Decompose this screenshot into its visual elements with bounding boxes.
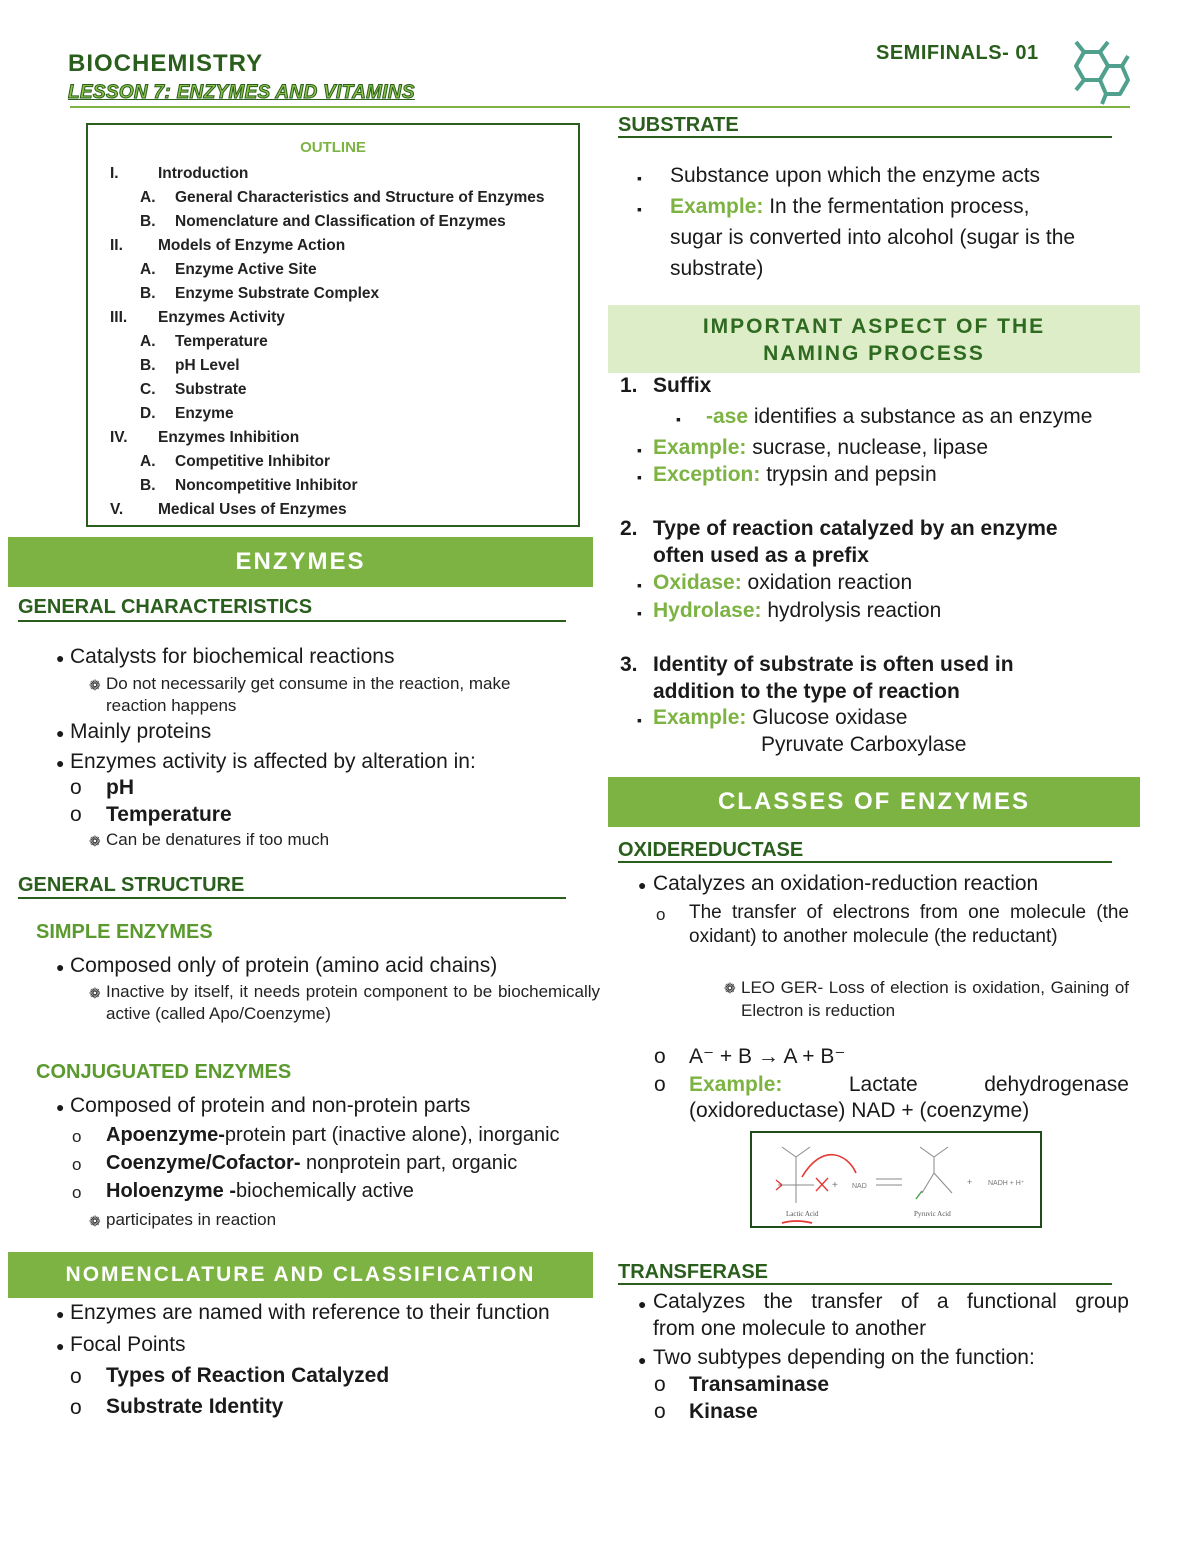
outline-item-number: IV. (110, 429, 128, 446)
substrate-bullet-2-cont: substrate) (670, 257, 764, 280)
char-option-temperature-sub: Can be denatures if too much (106, 830, 330, 849)
naming-point-1-title: Suffix (653, 374, 712, 397)
outline-item-text: Competitive Inhibitor (175, 453, 330, 470)
coenzyme-text: nonprotein part, organic (300, 1152, 518, 1174)
document-title: BIOCHEMISTRY (68, 50, 264, 77)
outline-item-number: C. (140, 381, 156, 398)
char-bullet-1: Catalysts for biochemical reactions (70, 645, 395, 668)
heading-underline (618, 861, 1112, 863)
electron-arrow-icon (802, 1155, 856, 1177)
reaction-diagram (752, 1133, 1040, 1226)
square-bullet-icon: ▪ (637, 577, 642, 593)
outline-item-number: B. (140, 357, 156, 374)
transferase-bullet-1: Catalyzes the transfer of a functional group (653, 1290, 1129, 1313)
char-bullet-2: Mainly proteins (70, 720, 212, 743)
asterisk-bullet-icon: ❁ (89, 1213, 101, 1229)
outline-item-number: B. (140, 477, 156, 494)
nadh-label: NADH + H⁺ (988, 1180, 1025, 1187)
outline-item-text: Enzyme (175, 405, 234, 422)
outline-item-number: A. (140, 333, 156, 350)
substrate-bullet-2 (670, 195, 1030, 219)
circle-bullet-icon: o (654, 1373, 666, 1396)
substrate-bullet-1: Substance upon which the enzyme acts (670, 164, 1041, 187)
square-bullet-icon: ▪ (637, 605, 642, 621)
char-bullet-3: Enzymes activity is affected by alteration in: (70, 750, 476, 773)
square-bullet-icon: ▪ (637, 170, 642, 186)
apoenzyme-text: protein part (inactive alone), inorganic (224, 1124, 560, 1146)
bullet-icon: ● (56, 1099, 65, 1115)
oxido-option-2: A⁻ + B → A + B⁻ (689, 1045, 846, 1068)
substrate-bullet-2-cont: sugar is converted into alcohol (sugar is the (670, 226, 1076, 249)
example-label: Example: (653, 706, 747, 729)
naming-point-2-title: Type of reaction catalyzed by an enzyme (653, 517, 1058, 540)
enzymes-banner: ENZYMES (8, 537, 593, 587)
suffix-example-line (653, 436, 988, 460)
substrate-identity-example-2: Pyruvate Carboxylase (761, 733, 967, 756)
circle-bullet-icon: o (72, 1155, 82, 1174)
lactate-reaction-figure (750, 1131, 1042, 1228)
asterisk-bullet-icon: ❁ (89, 833, 101, 849)
circle-bullet-icon: o (654, 1400, 666, 1423)
conj-bullet-1: Composed of protein and non-protein parts (70, 1094, 471, 1117)
naming-point-number: 1. (620, 374, 638, 397)
outline-item-number: II. (110, 237, 123, 254)
circle-bullet-icon: o (654, 1073, 666, 1096)
heading-underline (618, 1283, 1112, 1285)
char-bullet-1-sub-cont: reaction happens (106, 696, 237, 715)
naming-point-number: 3. (620, 653, 638, 676)
general-characteristics-heading: GENERAL CHARACTERISTICS (18, 596, 313, 618)
outline-item-text: Models of Enzyme Action (158, 237, 346, 254)
outline-item-number: A. (140, 261, 156, 278)
naming-point-2-title-cont: often used as a prefix (653, 544, 869, 567)
transferase-bullet-1-cont: from one molecule to another (653, 1317, 927, 1340)
naming-banner-line-1: IMPORTANT ASPECT OF THE (702, 315, 1046, 338)
bullet-icon: ● (56, 959, 65, 975)
header-divider (70, 106, 1130, 108)
hydrolase-text: hydrolysis reaction (761, 599, 942, 622)
outline-item-number: A. (140, 453, 156, 470)
holoenzyme-sub: participates in reaction (106, 1210, 277, 1229)
outline-box (86, 123, 580, 527)
bullet-icon: ● (56, 755, 65, 771)
holoenzyme-label: Holoenzyme - (106, 1180, 237, 1202)
suffix-ase-line (706, 405, 1092, 429)
naming-point-number: 2. (620, 517, 638, 540)
circle-bullet-icon: o (70, 776, 82, 799)
bullet-icon: ● (56, 650, 65, 666)
circle-bullet-icon: o (72, 1183, 82, 1202)
suffix-ase-text: identifies a substance as an enzyme (748, 405, 1093, 428)
circle-bullet-icon: o (72, 1127, 82, 1146)
substrate-example-text: In the fermentation process, (763, 195, 1030, 218)
example-label: Example: (653, 436, 747, 459)
outline-item-number: III. (110, 309, 128, 326)
holoenzyme-text: biochemically active (236, 1180, 414, 1202)
oxidoreductase-heading: OXIDEREDUCTASE (618, 839, 804, 861)
bullet-icon: ● (638, 1352, 647, 1368)
simple-bullet-1-sub: Inactive by itself, it needs protein component to be biochemically active (called Apo/Coenzyme) (106, 982, 600, 1023)
kinase-label: Kinase (689, 1400, 758, 1423)
oxidase-label: Oxidase: (653, 571, 742, 594)
lesson-title: LESSON 7: ENZYMES AND VITAMINS (68, 82, 415, 103)
char-bullet-1-sub: Do not necessarily get consume in the reaction, make (106, 674, 511, 693)
bullet-icon: ● (56, 725, 65, 741)
svg-text:+: + (832, 1180, 838, 1191)
asterisk-bullet-icon: ❁ (89, 985, 101, 1001)
coenzyme-label: Coenzyme/Cofactor- (106, 1152, 301, 1174)
oxidase-text: oxidation reaction (741, 571, 913, 594)
outline-item-text: Enzyme Active Site (175, 261, 317, 278)
square-bullet-icon: ▪ (637, 442, 642, 458)
oxido-bullet-1: Catalyzes an oxidation-reduction reaction (653, 872, 1039, 895)
suffix-ase-label: -ase (706, 405, 749, 428)
general-structure-heading: GENERAL STRUCTURE (18, 874, 245, 896)
heading-underline (18, 897, 566, 899)
conjugated-enzymes-heading: CONJUGUATED ENZYMES (36, 1061, 292, 1083)
naming-point-3-title: Identity of substrate is often used in (653, 653, 1014, 676)
circle-bullet-icon: o (654, 1045, 666, 1068)
molecule-hexagon-icon (1062, 38, 1132, 108)
outline-item-text: Introduction (158, 165, 249, 182)
nomen-bullet-2: Focal Points (70, 1333, 186, 1356)
transferase-heading: TRANSFERASE (618, 1261, 769, 1283)
coenzyme-line (106, 1152, 517, 1175)
exception-label: Exception: (653, 463, 761, 486)
example-label: Example: (670, 195, 764, 218)
example-label: Example: (689, 1073, 783, 1096)
heading-underline (618, 136, 1112, 138)
substrate-identity-example-text: Glucose oxidase (746, 706, 908, 729)
nomen-option-1: Types of Reaction Catalyzed (106, 1364, 390, 1387)
outline-item-text: General Characteristics and Structure of Enzymes (175, 189, 545, 206)
bullet-icon: ● (56, 1306, 65, 1322)
square-bullet-icon: ▪ (637, 201, 642, 217)
outline-item-text: Medical Uses of Enzymes (158, 501, 347, 518)
outline-title: OUTLINE (300, 139, 366, 156)
pyruvic-acid-label: Pyruvic Acid (914, 1210, 951, 1218)
nad-label: NAD (852, 1183, 867, 1190)
transaminase-label: Transaminase (689, 1373, 830, 1396)
outline-item-text: Substrate (175, 381, 247, 398)
outline-item-number: B. (140, 285, 156, 302)
suffix-example-text: sucrase, nuclease, lipase (746, 436, 989, 459)
classes-of-enzymes-banner: CLASSES OF ENZYMES (608, 777, 1140, 827)
outline-item-text: Enzyme Substrate Complex (175, 285, 380, 302)
apoenzyme-line (106, 1124, 560, 1147)
semifinals-label: SEMIFINALS- 01 (876, 42, 1039, 64)
bullet-icon: ● (638, 1296, 647, 1312)
oxido-option-3 (689, 1072, 1129, 1124)
red-underline-mark (782, 1221, 812, 1223)
naming-process-banner (608, 305, 1140, 373)
holoenzyme-line (106, 1180, 414, 1203)
substrate-heading: SUBSTRATE (618, 114, 739, 136)
outline-item-number: I. (110, 165, 119, 182)
apoenzyme-label: Apoenzyme- (106, 1124, 225, 1146)
circle-bullet-icon: o (656, 905, 666, 924)
outline-item-text: Temperature (175, 333, 268, 350)
nomenclature-banner: NOMENCLATURE AND CLASSIFICATION (8, 1252, 593, 1298)
lactic-acid-label: Lactic Acid (786, 1210, 819, 1218)
asterisk-bullet-icon: ❁ (89, 677, 101, 693)
outline-item-text: Noncompetitive Inhibitor (175, 477, 358, 494)
simple-enzymes-heading: SIMPLE ENZYMES (36, 921, 213, 943)
circle-bullet-icon: o (70, 1396, 82, 1419)
oxido-example-text: Lactate dehydrogenase (oxidoreductase) NAD + (coenzyme) (689, 1073, 1129, 1122)
outline-item-number: D. (140, 405, 156, 422)
char-option-ph: pH (106, 776, 134, 799)
hydrolase-label: Hydrolase: (653, 599, 762, 622)
naming-point-3-title-cont: addition to the type of reaction (653, 680, 960, 703)
outline-item-text: pH Level (175, 357, 240, 374)
square-bullet-icon: ▪ (637, 712, 642, 728)
outline-item-number: V. (110, 501, 124, 518)
oxidase-line (653, 571, 912, 595)
char-option-temperature: Temperature (106, 803, 232, 826)
hydrolase-line (653, 599, 941, 623)
transferase-bullet-2: Two subtypes depending on the function: (653, 1346, 1035, 1369)
suffix-exception-text: trypsin and pepsin (760, 463, 937, 486)
circle-bullet-icon: o (70, 803, 82, 826)
square-bullet-icon: ▪ (637, 469, 642, 485)
outline-item-text: Enzymes Activity (158, 309, 285, 326)
square-bullet-icon: ▪ (676, 411, 681, 427)
oxido-option-1: The transfer of electrons from one molecule (the oxidant) to another molecule (the reductant) (689, 902, 1129, 947)
suffix-exception-line (653, 463, 937, 487)
nomen-option-2: Substrate Identity (106, 1395, 284, 1418)
simple-bullet-1: Composed only of protein (amino acid chains) (70, 954, 498, 977)
heading-underline (18, 620, 566, 622)
substrate-identity-example (653, 706, 907, 730)
asterisk-bullet-icon: ❁ (724, 980, 736, 996)
naming-banner-line-2: NAMING PROCESS (763, 342, 985, 365)
svg-text:+: + (967, 1177, 973, 1187)
outline-item-text: Enzymes Inhibition (158, 429, 300, 446)
bullet-icon: ● (638, 877, 647, 893)
oxido-option-1-sub: LEO GER- Loss of election is oxidation, Gaining of Electron is reduction (741, 978, 1129, 1020)
nomen-bullet-1: Enzymes are named with reference to their function (70, 1301, 550, 1324)
outline-item-number: A. (140, 189, 156, 206)
green-bond-icon (916, 1191, 922, 1199)
circle-bullet-icon: o (70, 1365, 82, 1388)
bullet-icon: ● (56, 1338, 65, 1354)
outline-item-text: Nomenclature and Classification of Enzymes (175, 213, 506, 230)
outline-item-number: B. (140, 213, 156, 230)
